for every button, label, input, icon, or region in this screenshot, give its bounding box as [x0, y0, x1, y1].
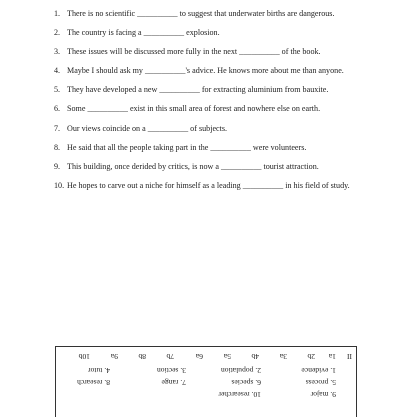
- answer-word: 10. researcher: [218, 390, 261, 399]
- answer-word: 6. species: [231, 378, 261, 387]
- answer-key-upside-down: [56, 347, 356, 407]
- item-text: He hopes to carve out a niche for himself as a leading __________ in his field of study.: [67, 180, 350, 190]
- item-text: Our views coincide on a __________ of subjects.: [67, 123, 228, 133]
- item-number: 3.: [54, 47, 61, 57]
- item-text: The country is facing a __________ explosion.: [67, 28, 220, 38]
- sentence-item: [54, 46, 354, 58]
- sentence-item: [54, 103, 354, 115]
- sentence-item: [54, 65, 354, 77]
- sentence-item: [54, 142, 354, 154]
- sentence-item: [54, 8, 354, 20]
- answer-code: 9a: [110, 352, 118, 361]
- answer-word: 4. tutor: [88, 366, 110, 375]
- answer-code: 2b: [307, 352, 315, 361]
- answer-word: 7. range: [161, 378, 186, 387]
- answer-word: 5. process: [305, 378, 336, 387]
- answer-codes-row: [56, 351, 356, 361]
- item-number: 4.: [54, 66, 61, 76]
- item-text: Some __________ exist in this small area of forest and nowhere else on earth.: [67, 104, 321, 114]
- item-text: There is no scientific __________ to suggest that underwater births are dangerous.: [67, 9, 335, 18]
- item-text: They have developed a new __________ for extracting aluminium from bauxite.: [67, 85, 329, 95]
- answer-code: 5a: [223, 352, 231, 361]
- item-number: 5.: [54, 85, 61, 95]
- answer-code: 4b: [251, 352, 259, 361]
- answer-word: 1. evidence: [301, 366, 336, 375]
- answer-words-row: [56, 389, 356, 399]
- answer-word: 8. research: [77, 378, 110, 387]
- answer-word: 9. major: [310, 390, 336, 399]
- item-number: 7.: [54, 123, 61, 133]
- item-number: 9.: [54, 161, 61, 171]
- answer-code: 3a: [279, 352, 287, 361]
- exercise-sentences: [54, 8, 354, 199]
- item-number: 10.: [54, 180, 65, 190]
- sentence-item: [54, 84, 354, 96]
- sentence-item: [54, 27, 354, 39]
- sentence-item: [54, 180, 354, 192]
- item-text: Maybe I should ask my __________'s advice. He knows more about me than anyone.: [67, 66, 344, 76]
- answer-code: 10b: [78, 352, 90, 361]
- answer-words-row: [56, 365, 356, 375]
- answer-word: 3. section: [156, 366, 186, 375]
- item-number: 8.: [54, 142, 61, 152]
- sentence-item: [54, 123, 354, 135]
- answer-words-row: [56, 377, 356, 387]
- answer-word: 2. population: [220, 366, 261, 375]
- item-number: 6.: [54, 104, 61, 114]
- item-text: These issues will be discussed more fully in the next __________ of the book.: [67, 47, 321, 57]
- item-text: He said that all the people taking part in the __________ were volunteers.: [67, 142, 307, 152]
- answer-code: 6a: [195, 352, 203, 361]
- answer-code: 8b: [138, 352, 146, 361]
- item-number: 1.: [54, 9, 61, 18]
- item-number: 2.: [54, 28, 61, 38]
- answer-code: 1a: [328, 352, 336, 361]
- sentence-item: [54, 161, 354, 173]
- item-text: This building, once derided by critics, is now a __________ tourist attraction.: [67, 161, 319, 171]
- section-label: II: [346, 352, 352, 361]
- answer-code: 7b: [166, 352, 174, 361]
- answer-key-box: [55, 346, 357, 417]
